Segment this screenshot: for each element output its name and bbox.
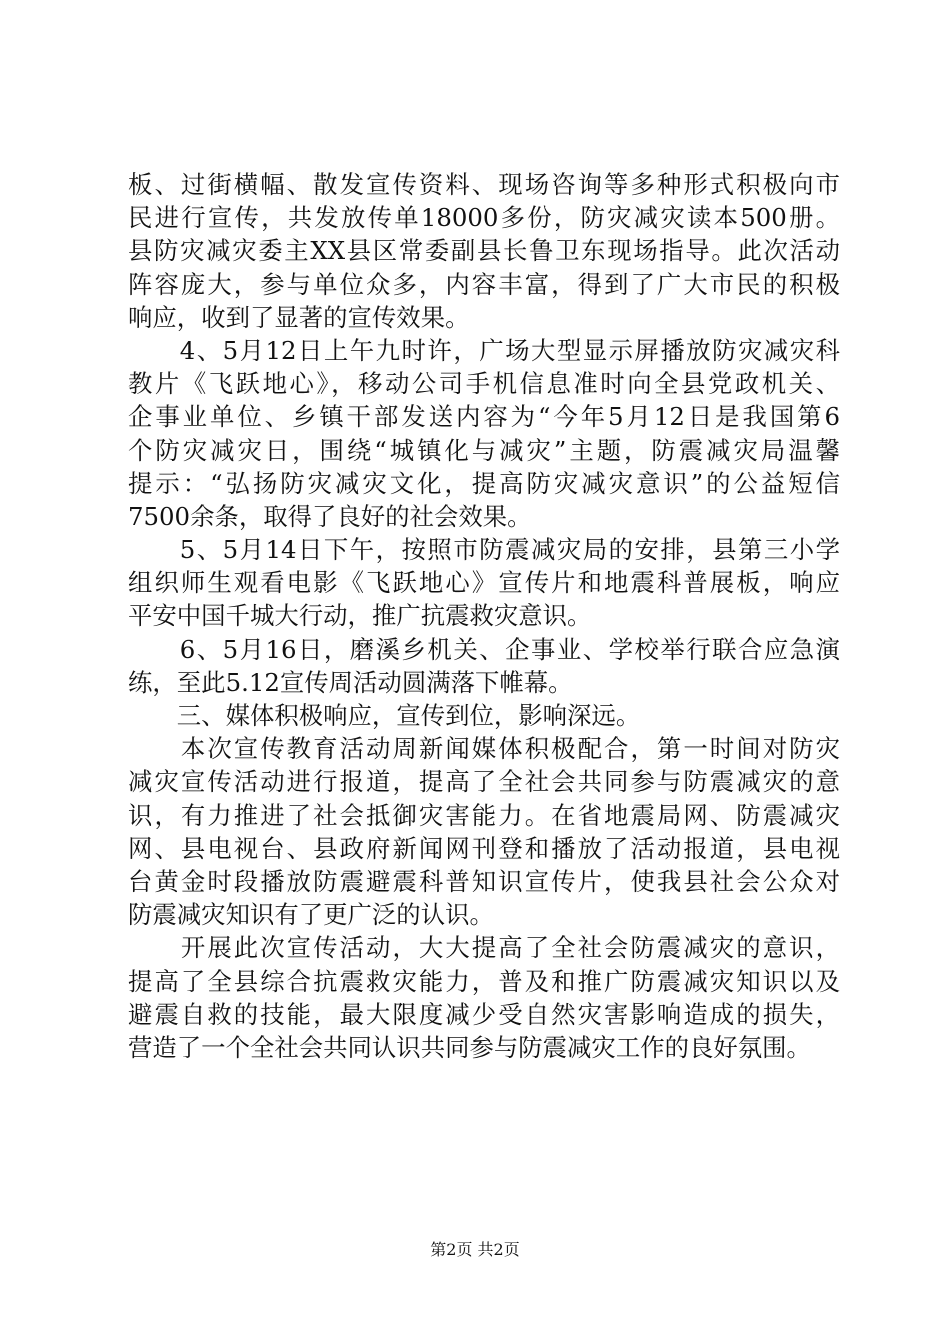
text-line: 防震减灾知识有了更广泛的认识。 [128, 900, 494, 930]
text-line: 网、县电视台、县政府新闻网刊登和播放了活动报道，县电视 [128, 833, 840, 863]
text-line: 响应，收到了显著的宣传效果。 [128, 302, 470, 332]
text-line: 5、5月14日下午，按照市防震减灾局的安排，县第三小学 [128, 535, 840, 565]
text-line: 板、过街横幅、散发宣传资料、现场咨询等多种形式积极向市 [128, 170, 840, 199]
text-line: 本次宣传教育活动周新闻媒体积极配合，第一时间对防灾 [128, 734, 840, 764]
text-line: 营造了一个全社会共同认识共同参与防震减灾工作的良好氛围。 [128, 1032, 811, 1062]
text-line: 7500余条，取得了良好的社会效果。 [128, 501, 532, 531]
text-line: 组织师生观看电影《飞跃地心》宣传片和地震科普展板，响应 [128, 568, 840, 598]
text-line: 提示：“弘扬防灾减灾文化，提高防灾减灾意识”的公益短信 [128, 468, 840, 498]
text-line: 教片《飞跃地心》，移动公司手机信息准时向全县党政机关、 [128, 369, 840, 399]
text-line: 避震自救的技能，最大限度减少受自然灾害影响造成的损失， [128, 999, 840, 1029]
text-line: 阵容庞大，参与单位众多，内容丰富，得到了广大市民的积极 [128, 269, 840, 299]
section-heading: 三、媒体积极响应，宣传到位，影响深远。 [128, 701, 641, 730]
page-number-footer: 第2页 共2页 [430, 1240, 520, 1259]
text-line: 识，有力推进了社会抵御灾害能力。在省地震局网、防震减灾 [128, 800, 840, 830]
text-line: 6、5月16日，磨溪乡机关、企事业、学校举行联合应急演 [128, 634, 840, 664]
text-line: 4、5月12日上午九时许，广场大型显示屏播放防灾减灾科 [128, 335, 840, 365]
document-body [128, 168, 840, 1064]
text-line: 练，至此5.12宣传周活动圆满落下帷幕。 [128, 667, 573, 697]
text-line: 个防灾减灾日，围绕“城镇化与减灾”主题，防震减灾局温馨 [128, 435, 840, 465]
text-line: 提高了全县综合抗震救灾能力，普及和推广防震减灾知识以及 [128, 966, 840, 996]
text-line: 县防灾减灾委主XX县区常委副县长鲁卫东现场指导。此次活动 [128, 236, 840, 266]
text-line: 民进行宣传，共发放传单18000多份，防灾减灾读本500册。 [128, 203, 840, 233]
text-line: 平安中国千城大行动，推广抗震救灾意识。 [128, 601, 592, 631]
text-line: 开展此次宣传活动，大大提高了全社会防震减灾的意识， [128, 933, 840, 963]
text-line: 台黄金时段播放防震避震科普知识宣传片，使我县社会公众对 [128, 866, 840, 896]
text-line: 企事业单位、乡镇干部发送内容为“今年5月12日是我国第6 [128, 402, 840, 432]
text-line: 减灾宣传活动进行报道，提高了全社会共同参与防震减灾的意 [128, 767, 840, 797]
